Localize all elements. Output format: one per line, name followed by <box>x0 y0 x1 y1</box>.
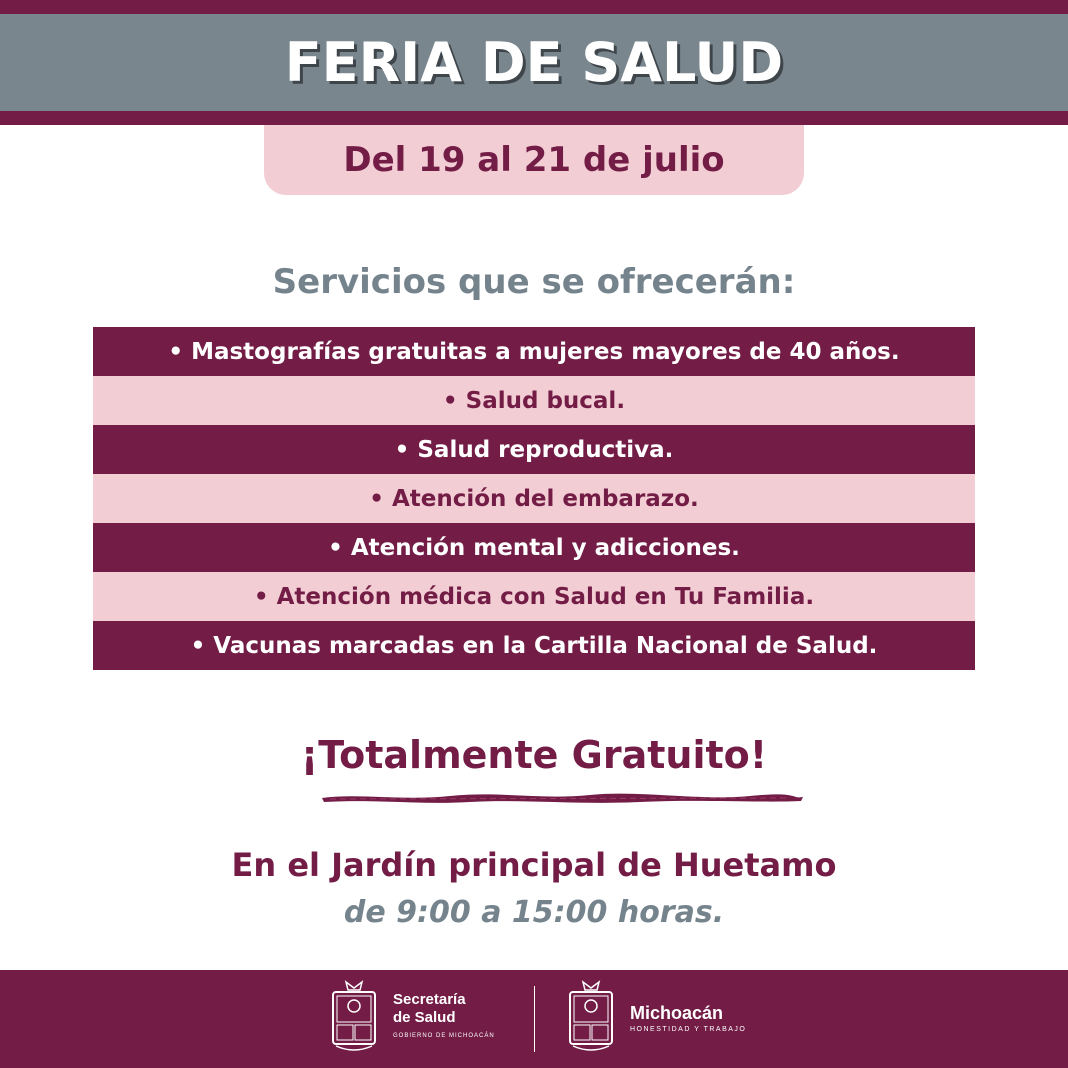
free-banner: ¡Totalmente Gratuito! <box>300 733 768 777</box>
date-text: Del 19 al 21 de julio <box>343 140 725 180</box>
title-band <box>0 14 1068 111</box>
footer-divider <box>534 986 535 1052</box>
event-hours: de 9:00 a 15:00 horas. <box>343 895 725 930</box>
state-crest-icon <box>567 980 615 1056</box>
title-underline-stripe <box>0 111 1068 125</box>
brush-stroke-underline <box>320 790 805 806</box>
service-item: • Atención médica con Salud en Tu Familia. <box>93 572 975 621</box>
top-stripe <box>0 0 1068 14</box>
secretaria-line2: de Salud <box>393 1009 456 1026</box>
service-item: • Salud bucal. <box>93 376 975 425</box>
date-banner <box>264 125 804 195</box>
secretaria-subtitle: GOBIERNO DE MICHOACÁN <box>393 1033 495 1039</box>
service-item: • Vacunas marcadas en la Cartilla Nacional de Salud. <box>93 621 975 670</box>
services-list <box>93 327 975 670</box>
michoacan-slogan: HONESTIDAD Y TRABAJO <box>630 1026 747 1033</box>
state-crest-icon <box>330 980 378 1056</box>
michoacan-name: Michoacán <box>630 1003 724 1023</box>
service-item: • Salud reproductiva. <box>93 425 975 474</box>
footer-bar <box>0 970 1068 1068</box>
secretaria-line1: Secretaría <box>393 991 466 1008</box>
page-title: FERIA DE SALUD <box>284 31 784 94</box>
event-location: En el Jardín principal de Huetamo <box>231 846 837 884</box>
service-item: • Atención del embarazo. <box>93 474 975 523</box>
services-heading: Servicios que se ofrecerán: <box>272 262 796 302</box>
service-item: • Atención mental y adicciones. <box>93 523 975 572</box>
service-item: • Mastografías gratuitas a mujeres mayores de 40 años. <box>93 327 975 376</box>
